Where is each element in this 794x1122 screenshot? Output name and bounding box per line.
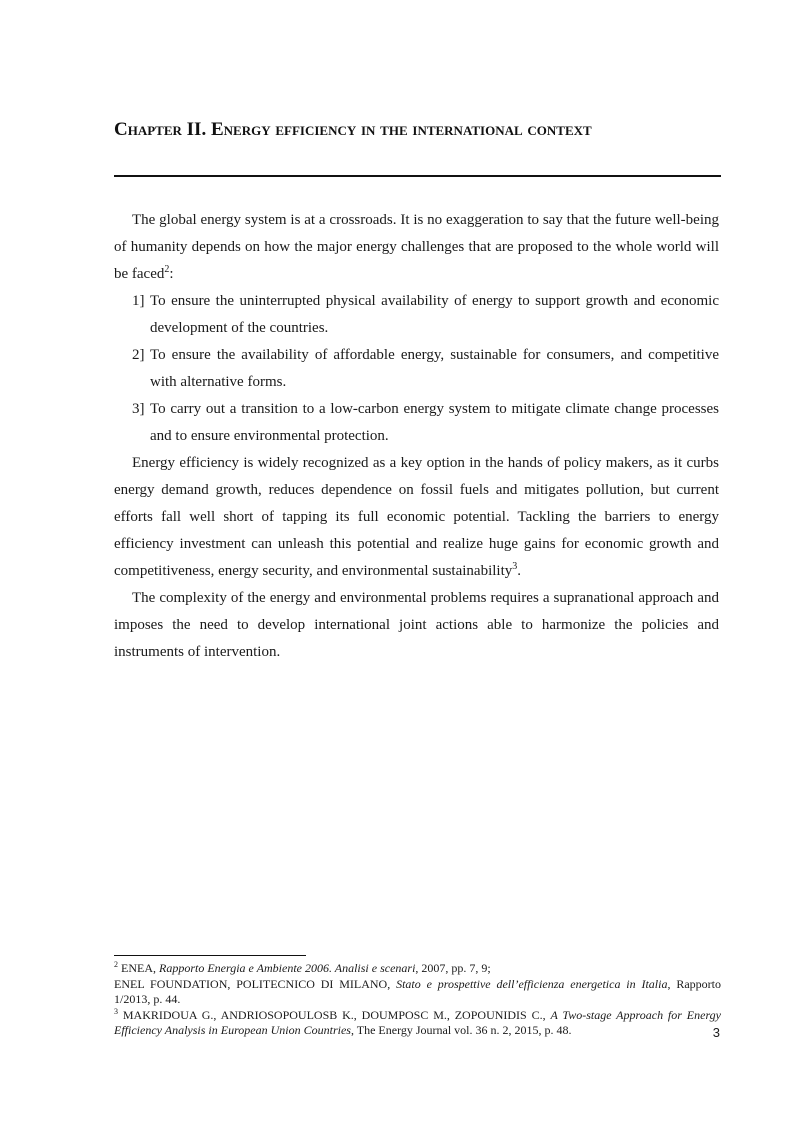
paragraph-energy-efficiency: Energy efficiency is widely recognized as a key option in the hands of policy makers, as it curbs energy demand growth, reduces dependence on fossil fuels and mitigates pollution, but current efforts fall well short of tapping its full economic potential. Tackling the barriers to energy efficiency investment can unleash this potential and realize huge gains for economic growth and competitiveness, energy security, and environmental sustainability$^3$.	[114, 455, 719, 579]
paragraph-intro: The global energy system is at a crossroads. It is no exaggeration to say that the future well-being of humanity depends on how the major energy challenges that are proposed to the whole world will be faced$^2$:	[114, 212, 719, 282]
footnotes	[114, 961, 721, 1039]
list-item-text: To ensure the availability of affordable energy, sustainable for consumers, and competitive with alternative forms.	[150, 347, 719, 390]
list-item-number: 3]	[132, 401, 145, 417]
footnote-2-continued: ENEL FOUNDATION, POLITECNICO DI MILANO, Stato e prospettive dell’efficienza energetica in Italia, Rapporto 1/2013, p. 44.	[114, 976, 721, 1006]
footnote-divider	[114, 955, 306, 956]
list-item	[114, 396, 719, 450]
footnote-3: $^3$ MAKRIDOUA G., ANDRIOSOPOULOSB K., DOUMPOSC M., ZOPOUNIDIS C., A Two-stage Approach for Energy Efficiency Analysis in European Union Countries, The Energy Journal vol. 36 n. 2, 2015, p. 48.	[114, 1006, 721, 1037]
page-number: 3	[712, 1025, 720, 1040]
paragraph-complexity: The complexity of the energy and environmental problems requires a supranational approach and imposes the need to develop international joint actions able to harmonize the policies and instruments of intervention.	[114, 590, 719, 660]
challenges-list	[114, 288, 719, 450]
body-text	[114, 207, 719, 666]
list-item	[114, 288, 719, 342]
list-item-number: 1]	[132, 293, 145, 309]
list-item-text: To carry out a transition to a low-carbon energy system to mitigate climate change processes and to ensure environmental protection.	[150, 401, 719, 444]
footnote-ref-3[interactable]: 3	[512, 561, 518, 572]
footnote-ref-2[interactable]: 2	[164, 264, 170, 275]
title-divider	[114, 175, 721, 177]
list-item-number: 2]	[132, 347, 145, 363]
chapter-title: Chapter II. Energy efficiency in the international context	[114, 119, 592, 140]
list-item-text: To ensure the uninterrupted physical availability of energy to support growth and economic development of the countries.	[150, 293, 719, 336]
footnote-2: $^2$ ENEA, Rapporto Energia e Ambiente 2006. Analisi e scenari, 2007, pp. 7, 9;	[114, 960, 491, 975]
list-item	[114, 342, 719, 396]
